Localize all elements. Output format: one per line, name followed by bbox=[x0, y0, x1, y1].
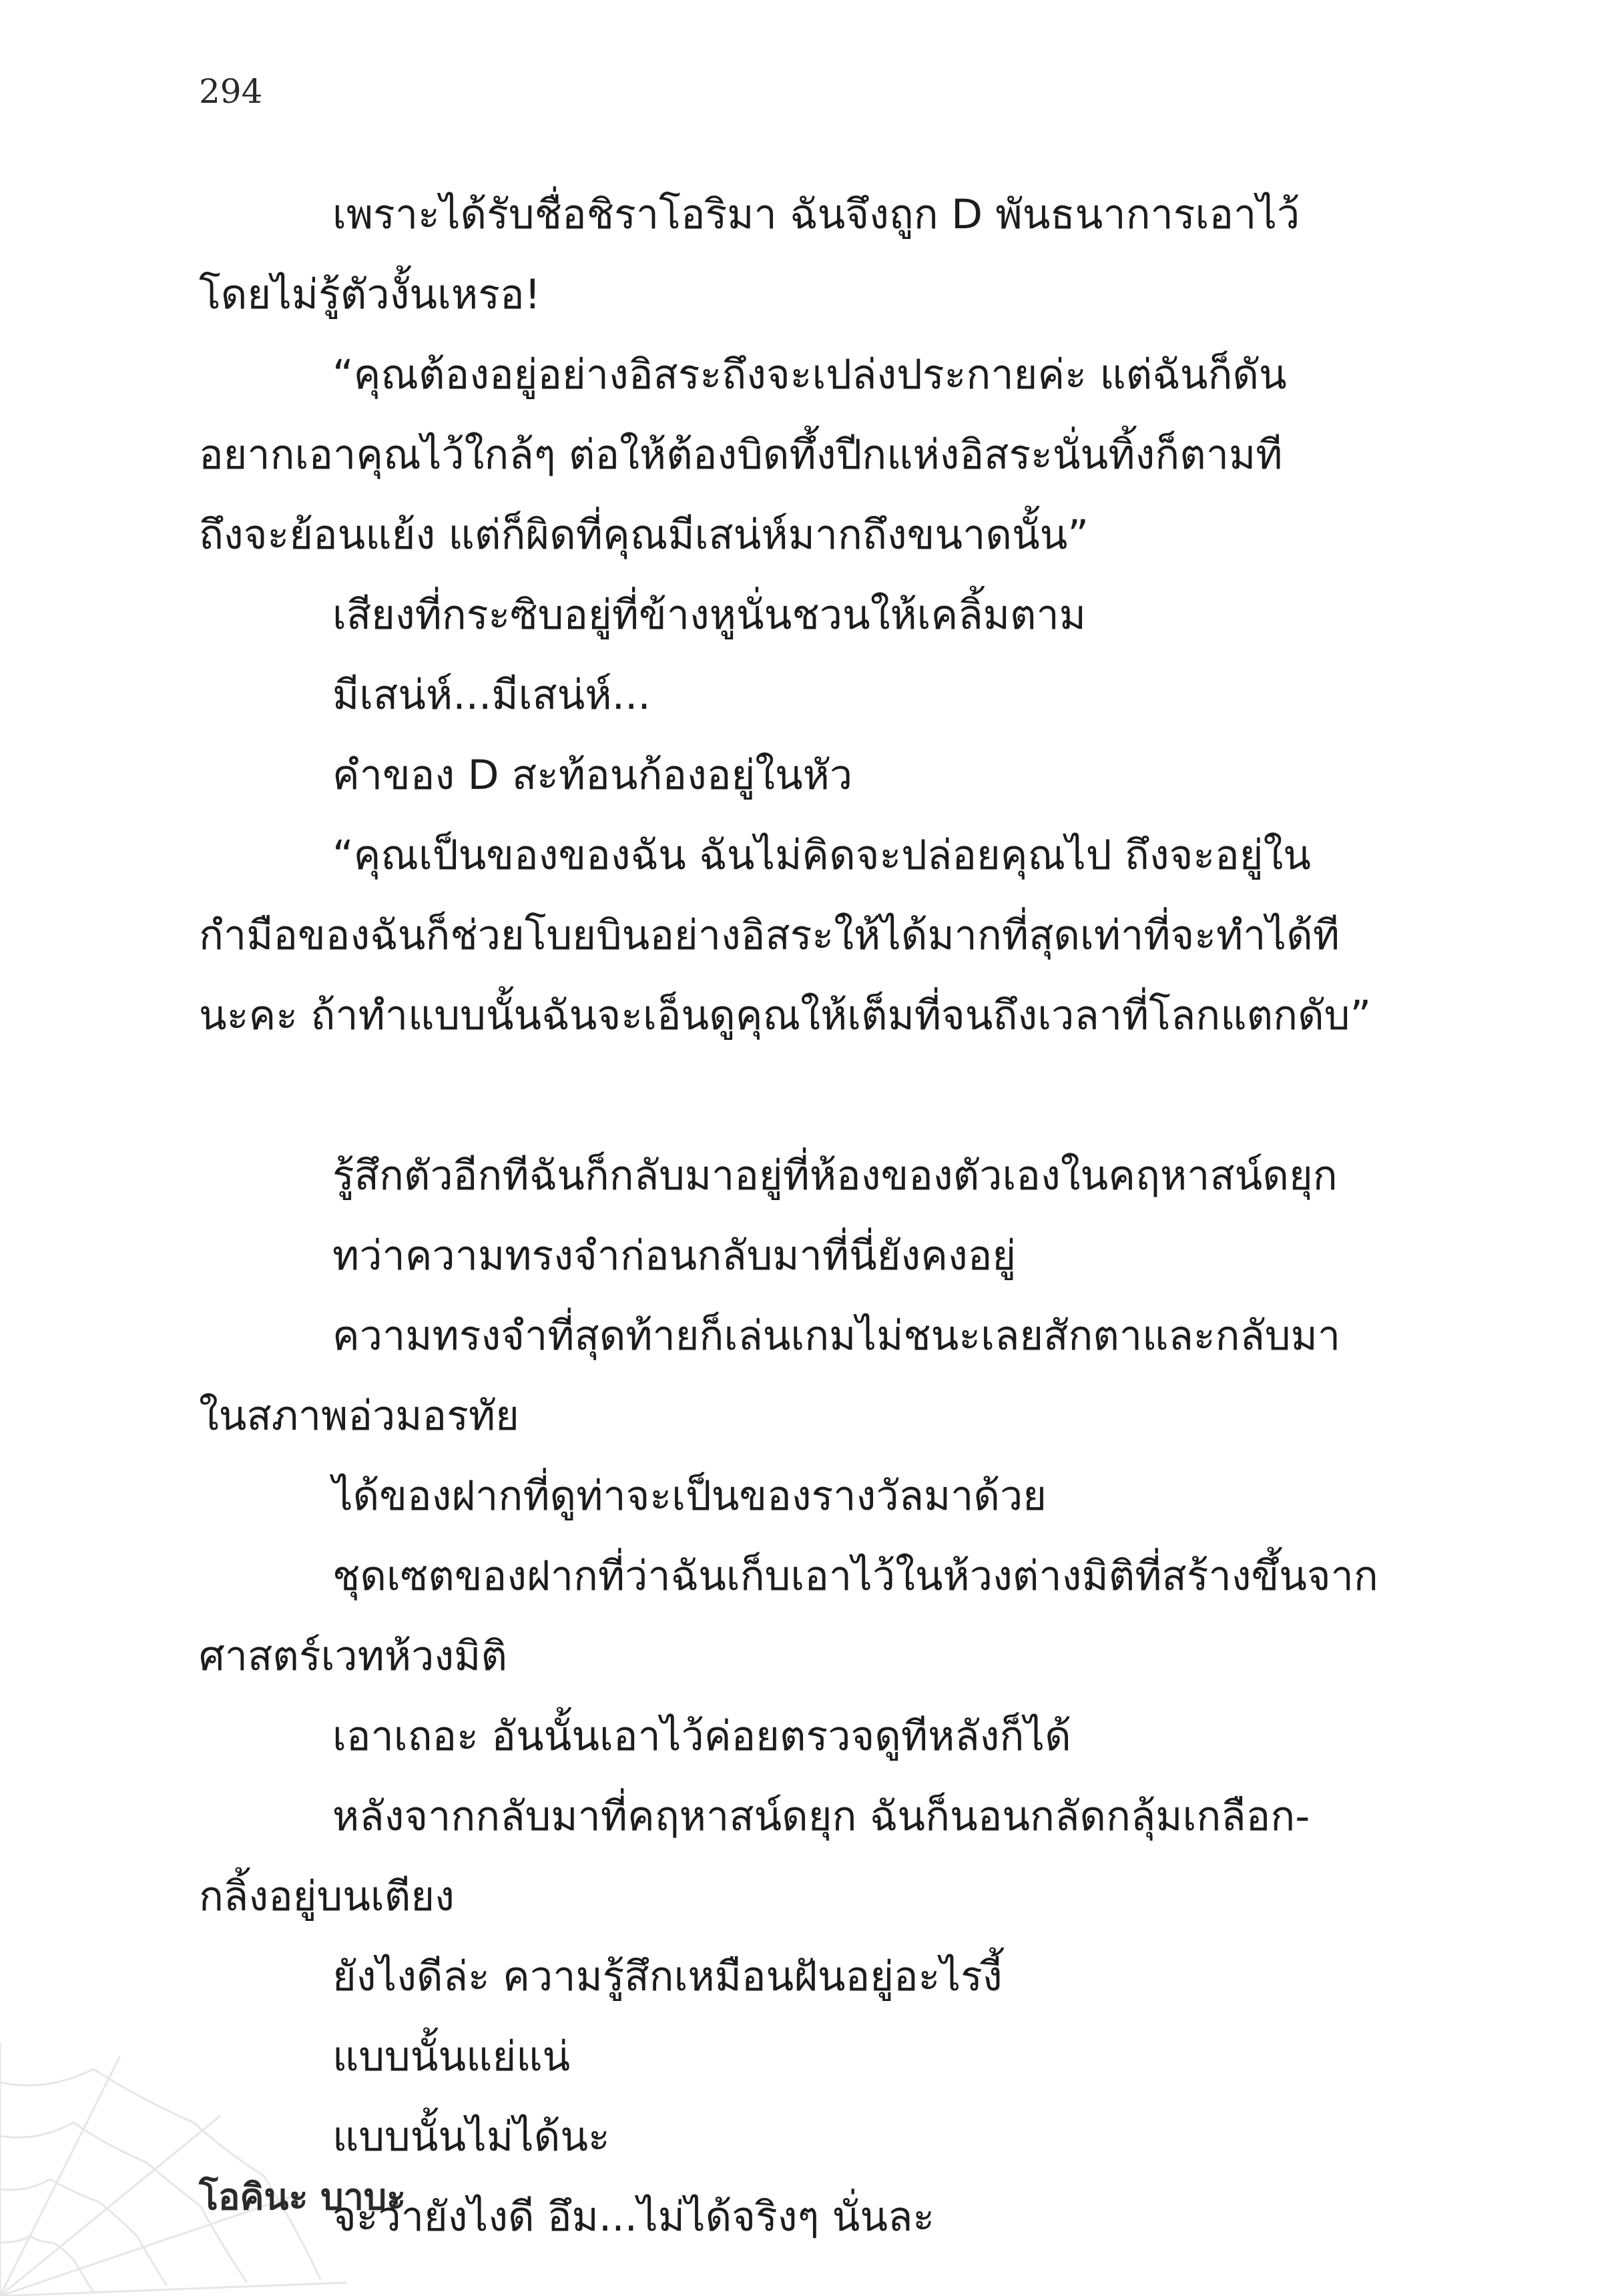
text-line: “คุณต้องอยู่อย่างอิสระถึงจะเปล่งประกายค่ะ แต่ฉันก็ดัน bbox=[332, 351, 1287, 398]
text-line: หลังจากกลับมาที่คฤหาสน์ดยุก ฉันก็นอนกลัดกลุ้มเกลือก- bbox=[332, 1793, 1310, 1840]
book-author-footer: โอคินะ บาบะ bbox=[199, 2176, 407, 2218]
text-line: ในสภาพอ่วมอรทัย bbox=[199, 1392, 519, 1440]
text-line: แบบนั้นไม่ได้นะ bbox=[332, 2113, 610, 2161]
page-number: 294 bbox=[199, 72, 263, 111]
text-line: คำของ D สะท้อนก้องอยู่ในหัว bbox=[332, 752, 853, 799]
text-line: อยากเอาคุณไว้ใกล้ๆ ต่อให้ต้องบิดทึ้งปีกแห่งอิสระนั่นทิ้งก็ตามที bbox=[199, 431, 1283, 479]
body-text bbox=[199, 175, 1417, 2257]
text-line: เอาเถอะ อันนั้นเอาไว้ค่อยตรวจดูทีหลังก็ได้ bbox=[332, 1713, 1071, 1760]
text-line: โดยไม่รู้ตัวงั้นเหรอ! bbox=[199, 271, 541, 318]
text-line: มีเสน่ห์...มีเสน่ห์... bbox=[332, 671, 651, 719]
text-line: เพราะได้รับชื่อชิราโอริมา ฉันจึงถูก D พันธนาการเอาไว้ bbox=[332, 191, 1300, 238]
text-line: จะว่ายังไงดี อึม...ไม่ได้จริงๆ นั่นละ bbox=[332, 2193, 935, 2241]
blank-line bbox=[199, 1056, 1417, 1136]
text-line: กำมือของฉันก็ช่วยโบยบินอย่างอิสระให้ได้มากที่สุดเท่าที่จะทำได้ที bbox=[199, 912, 1340, 959]
text-line: กลิ้งอยู่บนเตียง bbox=[199, 1873, 455, 1920]
text-line: ถึงจะย้อนแย้ง แต่ก็ผิดที่คุณมีเสน่ห์มากถึงขนาดนั้น” bbox=[199, 511, 1089, 559]
text-line: ศาสตร์เวทห้วงมิติ bbox=[199, 1633, 507, 1680]
text-line: แบบนั้นแย่แน่ bbox=[332, 2033, 571, 2080]
text-line: ทว่าความทรงจำก่อนกลับมาที่นี่ยังคงอยู่ bbox=[332, 1232, 1017, 1279]
text-line: ได้ของฝากที่ดูท่าจะเป็นของรางวัลมาด้วย bbox=[332, 1472, 1047, 1520]
text-line: ชุดเซตของฝากที่ว่าฉันเก็บเอาไว้ในห้วงต่างมิติที่สร้างขึ้นจาก bbox=[332, 1552, 1378, 1600]
text-line: รู้สึกตัวอีกทีฉันก็กลับมาอยู่ที่ห้องของตัวเองในคฤหาสน์ดยุก bbox=[332, 1152, 1338, 1199]
text-line: ความทรงจำที่สุดท้ายก็เล่นเกมไม่ชนะเลยสักตาและกลับมา bbox=[332, 1312, 1341, 1360]
text-line: ยังไงดีล่ะ ความรู้สึกเหมือนฝันอยู่อะไรงี้ bbox=[332, 1953, 1003, 2000]
text-line: นะคะ ถ้าทำแบบนั้นฉันจะเอ็นดูคุณให้เต็มที่จนถึงเวลาที่โลกแตกดับ” bbox=[199, 992, 1372, 1039]
text-line: เสียงที่กระซิบอยู่ที่ข้างหูนั่นชวนให้เคลิ้มตาม bbox=[332, 591, 1087, 639]
text-line: “คุณเป็นของของฉัน ฉันไม่คิดจะปล่อยคุณไป ถึงจะอยู่ใน bbox=[332, 832, 1311, 879]
